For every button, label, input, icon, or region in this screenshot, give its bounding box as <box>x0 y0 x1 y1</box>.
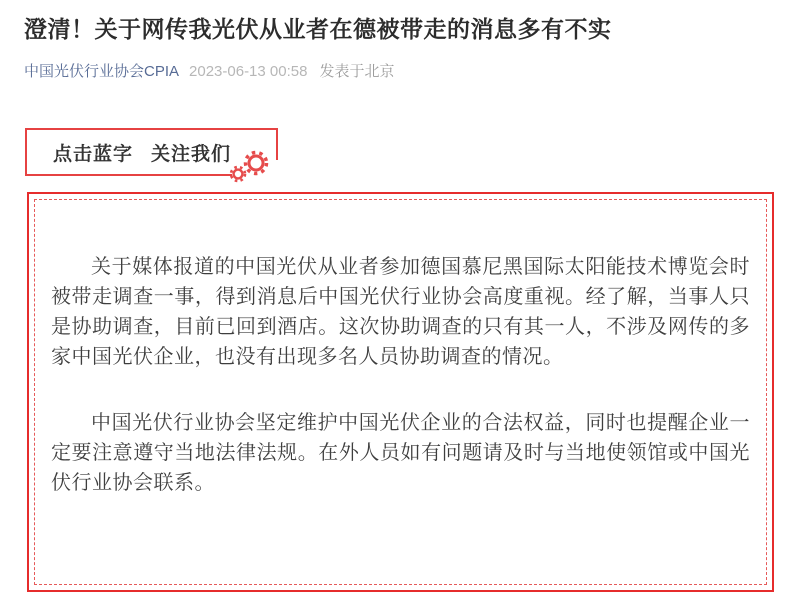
follow-banner-text <box>53 130 231 174</box>
publish-location: 发表于北京 <box>319 63 395 80</box>
account-link[interactable]: 中国光伏行业协会CPIA <box>24 63 180 80</box>
article-meta <box>24 62 800 82</box>
follow-banner-text-right: 关注我们 <box>151 143 232 165</box>
article-title: 澄清！关于网传我光伏从业者在德被带走的消息多有不实 <box>24 16 612 42</box>
article-page <box>0 14 800 613</box>
statement-box <box>27 192 774 592</box>
follow-banner-text-left: 点击蓝字 <box>53 143 134 165</box>
statement-box-inner <box>34 199 767 585</box>
statement-paragraph-1: 关于媒体报道的中国光伏从业者参加德国慕尼黑国际太阳能技术博览会时被带走调查一事，得到消息后中国光伏行业协会高度重视。经了解，当事人只是协助调查，目前已回到酒店。这次协助调查的只有其一人，不涉及网传的多家中国光伏企业，也没有出现多名人员协助调查的情况。 <box>51 256 750 368</box>
publish-time: 2023-06-13 00:58 <box>189 63 308 80</box>
follow-banner <box>25 128 278 176</box>
gears-icon <box>228 150 270 184</box>
statement-paragraph-2: 中国光伏行业协会坚定维护中国光伏企业的合法权益，同时也提醒企业一定要注意遵守当地法律法规。在外人员如有问题请及时与当地使领馆或中国光伏行业协会联系。 <box>51 412 750 494</box>
